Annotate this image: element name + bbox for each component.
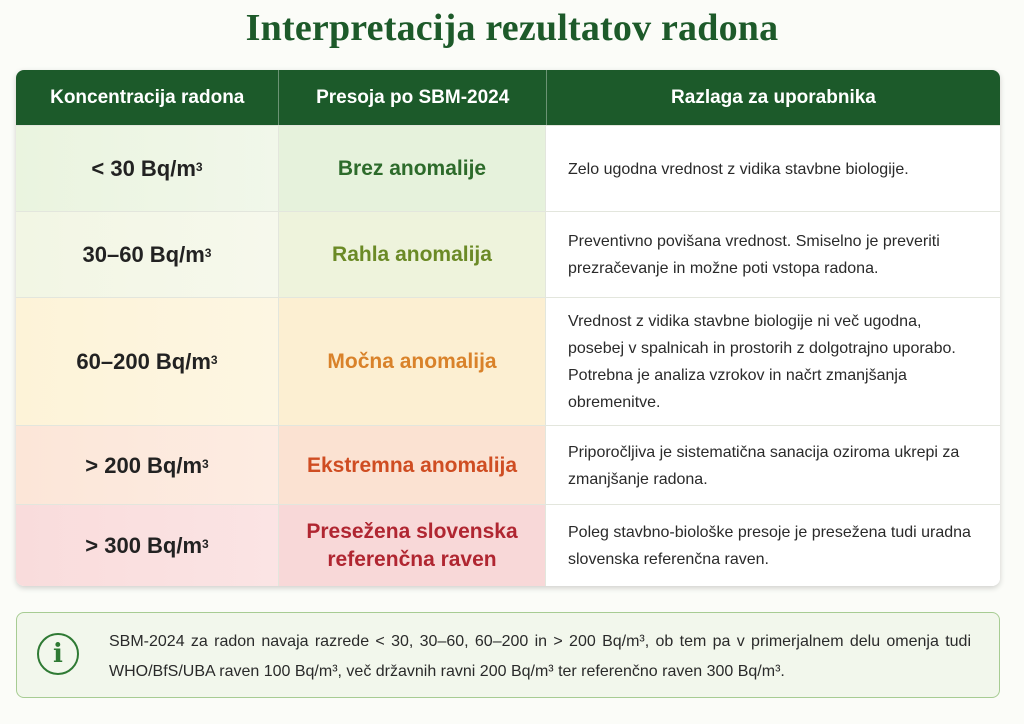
concentration-cell: > 200 Bq/m $^3$ — [16, 426, 279, 505]
header-assessment: Presoja po SBM-2024 — [279, 70, 546, 125]
assessment-cell: Brez anomalije — [279, 126, 546, 212]
info-note-text: SBM-2024 za radon navaja razrede < 30, 30–60, 60–200 in > 200 Bq/m³, ob tem pa v primerjalnem delu omenja tudi WHO/BfS/UBA raven 100 Bq/m³, več državnih ravni 200 Bq/m³ ter referenčno raven 300 Bq/m³. — [109, 633, 971, 680]
table-row — [16, 297, 1000, 426]
explanation-cell: Zelo ugodna vrednost z vidika stavbne biologije. — [546, 126, 1000, 212]
concentration-cell: < 30 Bq/m $^3$ — [16, 126, 279, 212]
assessment-cell: Rahla anomalija — [279, 212, 546, 298]
explanation-cell: Preventivno povišana vrednost. Smiselno je preveriti prezračevanje in možne poti vstopa radona. — [546, 212, 1000, 298]
header-concentration: Koncentracija radona — [16, 70, 279, 125]
concentration-cell: > 300 Bq/m $^3$ — [16, 505, 279, 586]
assessment-cell: Ekstremna anomalija — [279, 426, 546, 505]
concentration-cell: 60–200 Bq/m $^3$ — [16, 298, 279, 426]
table-header — [16, 70, 1000, 125]
table-row — [16, 504, 1000, 586]
header-explanation: Razlaga za uporabnika — [671, 86, 876, 108]
table-row — [16, 125, 1000, 212]
info-icon: i — [37, 633, 79, 675]
explanation-cell: Vrednost z vidika stavbne biologije ni več ugodna, posebej v spalnicah in prostorih z dolgotrajno uporabo. Potrebna je analiza vzrokov in načrt zmanjšanja obremenitve. — [546, 298, 1000, 426]
concentration-cell: 30–60 Bq/m $^3$ — [16, 212, 279, 298]
radon-table — [16, 70, 1000, 586]
table-row — [16, 425, 1000, 505]
table-row — [16, 211, 1000, 298]
explanation-cell: Priporočljiva je sistematična sanacija oziroma ukrepi za zmanjšanje radona. — [546, 426, 1000, 505]
info-note — [16, 612, 1000, 698]
explanation-cell: Poleg stavbno-biološke presoje je presežena tudi uradna slovenska referenčna raven. — [546, 505, 1000, 586]
assessment-cell: Močna anomalija — [279, 298, 546, 426]
page-title: Interpretacija rezultatov radona — [245, 7, 779, 49]
assessment-cell: Presežena slovenska referenčna raven — [279, 505, 546, 586]
